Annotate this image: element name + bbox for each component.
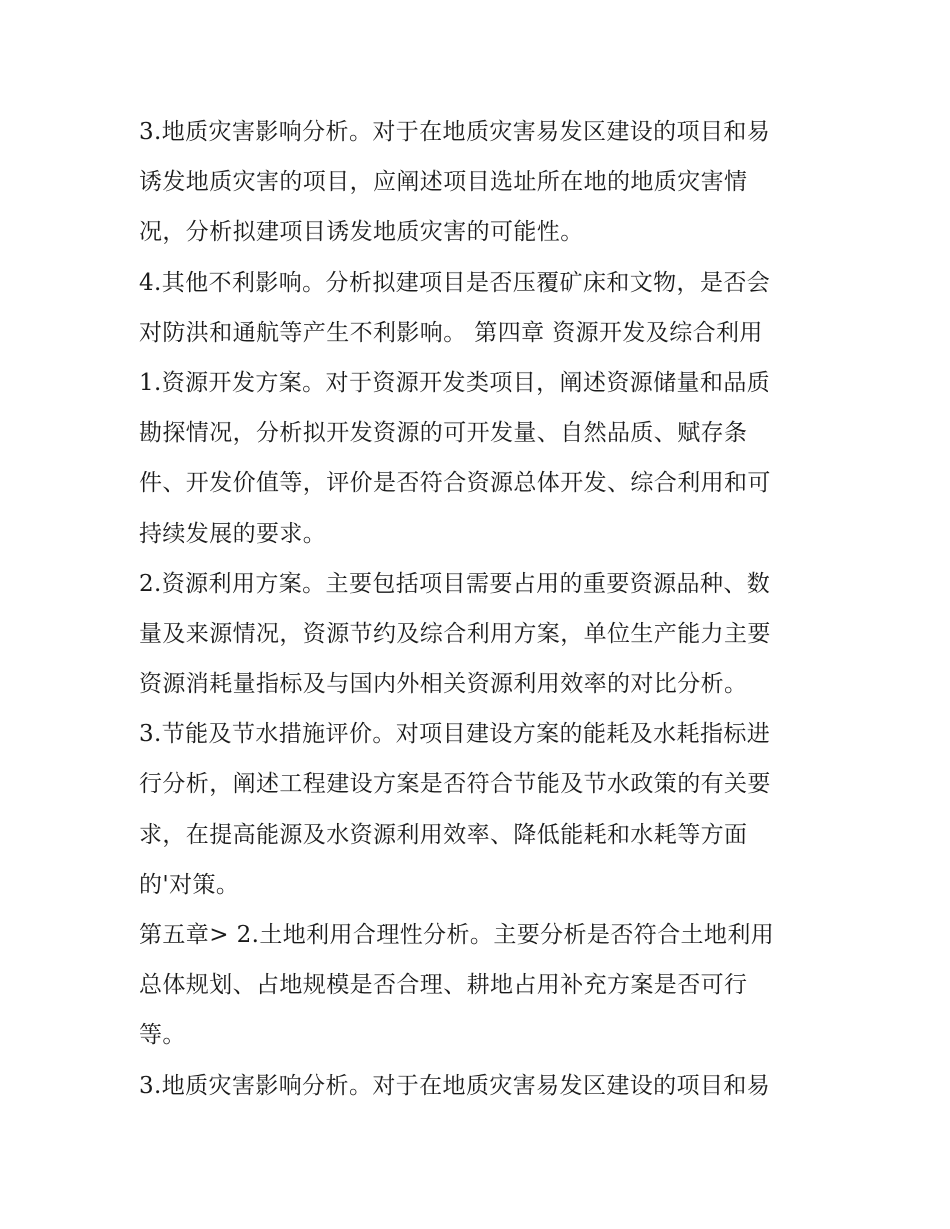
text-line: 持续发展的要求。 bbox=[139, 520, 327, 547]
text-line: 1.资源开发方案。对于资源开发类项目，阐述资源储量和品质 bbox=[139, 369, 771, 396]
text-line: 第五章> 2.土地利用合理性分析。主要分析是否符合土地利用 bbox=[139, 922, 775, 948]
text-line: 4.其他不利影响。分析拟建项目是否压覆矿床和文物，是否会 bbox=[139, 269, 771, 296]
text-line: 3.节能及节水措施评价。对项目建设方案的能耗及水耗指标进 bbox=[139, 721, 771, 748]
text-line: 件、开发价值等，评价是否符合资源总体开发、综合利用和可 bbox=[139, 470, 771, 497]
text-line: 对防洪和通航等产生不利影响。 第四章 资源开发及综合利用 bbox=[139, 319, 763, 346]
text-line: 3.地质灾害影响分析。对于在地质灾害易发区建设的项目和易 bbox=[139, 119, 771, 145]
text-line: 的'对策。 bbox=[139, 871, 240, 898]
text-line: 勘探情况，分析拟开发资源的可开发量、自然品质、赋存条 bbox=[139, 420, 748, 447]
text-line: 行分析，阐述工程建设方案是否符合节能及节水政策的有关要 bbox=[139, 771, 771, 798]
document-body bbox=[139, 107, 839, 1111]
text-line: 2.资源利用方案。主要包括项目需要占用的重要资源品种、数 bbox=[139, 570, 771, 597]
text-line: 总体规划、占地规模是否合理、耕地占用补充方案是否可行 bbox=[139, 972, 748, 999]
text-line: 等。 bbox=[139, 1022, 186, 1049]
text-line: 求，在提高能源及水资源利用效率、降低能耗和水耗等方面 bbox=[139, 821, 748, 848]
text-line: 资源消耗量指标及与国内外相关资源利用效率的对比分析。 bbox=[139, 671, 748, 698]
text-line: 3.地质灾害影响分析。对于在地质灾害易发区建设的项目和易 bbox=[139, 1072, 771, 1099]
text-line: 况，分析拟建项目诱发地质灾害的可能性。 bbox=[139, 219, 584, 246]
text-line: 诱发地质灾害的项目，应阐述项目选址所在地的地质灾害情 bbox=[139, 169, 748, 196]
text-line: 量及来源情况，资源节约及综合利用方案，单位生产能力主要 bbox=[139, 620, 771, 647]
